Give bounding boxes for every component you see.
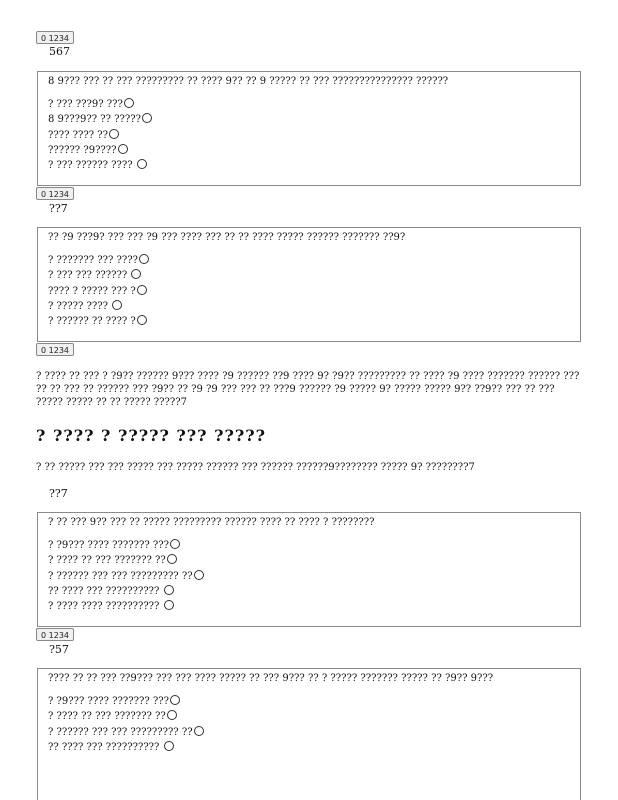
radio-button[interactable] — [142, 113, 152, 123]
question-1-option-1[interactable] — [48, 97, 572, 112]
question-3-option-3[interactable] — [48, 569, 572, 584]
question-2-option-4[interactable] — [48, 299, 572, 314]
radio-button[interactable] — [139, 254, 149, 264]
question-3-number: ??7 — [49, 487, 68, 500]
section-heading: ? ???? ? ????? ??? ????? — [36, 426, 266, 445]
question-2-option-5[interactable] — [48, 314, 572, 329]
radio-button[interactable] — [164, 741, 174, 751]
question-3-option-4[interactable] — [48, 584, 572, 599]
radio-button[interactable] — [170, 539, 180, 549]
radio-button[interactable] — [164, 600, 174, 610]
question-4-text: ???? ?? ?? ??? ??9??? ??? ??? ???? ????? ?? ??? 9??? ?? ? ????? ??????? ????? ?? ?9?? 9??? — [48, 673, 494, 684]
question-1-text: 8 9??? ??? ?? ??? ????????? ?? ???? 9?? ?? 9 ????? ?? ??? ??????????????? ?????? — [48, 76, 449, 87]
question-4-number: ?57 — [49, 643, 69, 656]
radio-button[interactable] — [167, 554, 177, 564]
question-3-option-2[interactable] — [48, 553, 572, 568]
radio-button[interactable] — [167, 710, 177, 720]
radio-button[interactable] — [137, 315, 147, 325]
option-label: ???? ? ????? ??? ? — [48, 285, 136, 297]
radio-button[interactable] — [164, 585, 174, 595]
radio-button[interactable] — [124, 98, 134, 108]
question-4-option-2[interactable] — [48, 709, 572, 724]
question-4-option-3[interactable] — [48, 725, 572, 740]
question-1-number: 567 — [49, 45, 70, 58]
body-paragraph: ? ???? ?? ??? ? ?9?? ?????? 9??? ???? ?9 ?????? ??9 ???? 9? ?9?? ????????? ?? ???? ?9 ???? ??????? ?????? ??? ?? ?? ??? ?? ?????? ??? ?9?? ?? ?9 ?9 ??? ??? ?? ???9 ?????? ?9 ????? 9? ????? ????? 9?? ??9?? ??? ?? ??? ????? ????? ?? ?? ????? ?????7 — [36, 371, 580, 408]
question-1-option-4[interactable] — [48, 143, 572, 158]
question-2-footer-button[interactable]: 0 1234 — [36, 343, 74, 356]
option-label: ? ?9??? ???? ??????? ??? — [48, 696, 169, 707]
option-label: ? ???? ???? ?????????? — [48, 601, 163, 613]
question-4-option-4[interactable] — [48, 740, 572, 755]
option-label: ? ???? ?? ??? ??????? ?? — [48, 711, 166, 723]
question-1-action-button[interactable]: 0 1234 — [36, 31, 74, 44]
question-4-box — [37, 668, 581, 800]
option-label: ?? ???? ??? ?????????? — [48, 741, 163, 753]
question-2-box — [37, 227, 581, 342]
question-4-option-1[interactable] — [48, 694, 572, 709]
question-2-text: ?? ?9 ???9? ??? ??? ?9 ??? ???? ??? ?? ?? ???? ????? ?????? ??????? ??9? — [48, 232, 406, 243]
option-label: ???? ???? ?? — [48, 129, 108, 141]
radio-button[interactable] — [194, 726, 204, 736]
question-3-option-5[interactable] — [48, 599, 572, 614]
question-2-option-1[interactable] — [48, 253, 572, 268]
question-2-action-button[interactable]: 0 1234 — [36, 187, 74, 200]
option-label: ? ?????? ?? ???? ? — [48, 316, 136, 328]
radio-button[interactable] — [137, 285, 147, 295]
option-label: ? ??? ???9? ??? — [48, 99, 123, 110]
option-label: ? ???? ?? ??? ??????? ?? — [48, 555, 166, 567]
option-label: ? ????? ???? — [48, 300, 112, 312]
option-label: ? ??????? ??? ???? — [48, 255, 138, 266]
question-2-number: ??7 — [49, 202, 68, 215]
option-label: ? ??? ?????? ???? — [48, 160, 136, 172]
option-label: 8 9???9?? ?? ????? — [48, 114, 141, 126]
option-label: ? ?9??? ???? ??????? ??? — [48, 540, 169, 551]
question-1-option-2[interactable] — [48, 112, 572, 127]
question-3-text: ? ?? ??? 9?? ??? ?? ????? ????????? ?????? ???? ?? ???? ? ???????? — [48, 517, 375, 528]
question-2-option-3[interactable] — [48, 284, 572, 299]
option-label: ?????? ?9???? — [48, 144, 117, 156]
option-label: ? ?????? ??? ??? ????????? ?? — [48, 570, 193, 582]
radio-button[interactable] — [170, 695, 180, 705]
radio-button[interactable] — [131, 269, 141, 279]
option-label: ? ??? ??? ?????? — [48, 270, 131, 282]
radio-button[interactable] — [194, 570, 204, 580]
question-3-box — [37, 512, 581, 627]
question-1-option-3[interactable] — [48, 128, 572, 143]
radio-button[interactable] — [112, 300, 122, 310]
option-label: ?? ???? ??? ?????????? — [48, 585, 163, 597]
section-subtext: ? ?? ????? ??? ??? ????? ??? ????? ?????? ??? ?????? ??????9???????? ????? 9? ????????7 — [36, 462, 475, 473]
radio-button[interactable] — [118, 144, 128, 154]
question-3-option-1[interactable] — [48, 538, 572, 553]
question-1-option-5[interactable] — [48, 158, 572, 173]
radio-button[interactable] — [109, 129, 119, 139]
question-3-footer-button[interactable]: 0 1234 — [36, 628, 74, 641]
question-1-box — [37, 71, 581, 186]
radio-button[interactable] — [137, 159, 147, 169]
option-label: ? ?????? ??? ??? ????????? ?? — [48, 726, 193, 738]
question-2-option-2[interactable] — [48, 268, 572, 283]
